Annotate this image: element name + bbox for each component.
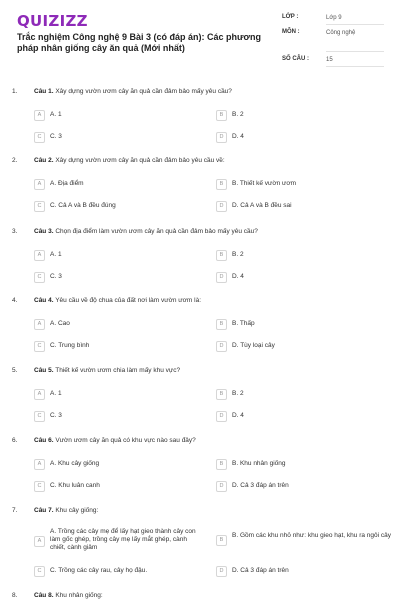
option-text: A. Khu cây giống [50,460,100,467]
question-body: Chọn địa điểm làm vườn ươm cây ăn quả cần đảm bảo mấy yêu cầu? [55,228,258,235]
question-number: 8. [12,592,18,599]
option-letter-box: B [216,110,227,121]
option-text: C. Trung bình [50,342,90,349]
option-letter-box: C [34,566,45,577]
count-label: SỐ CÂU : [282,56,309,62]
question-body: Xây dựng vườn ươm cây ăn quả cần đảm bảo yêu cầu về: [55,157,225,164]
question-text [34,507,364,514]
option-letter-box: B [216,535,227,546]
option-text: B. Khu nhân giống [232,460,286,467]
question-text [34,157,364,164]
option-letter-box: D [216,411,227,422]
option-letter-box: B [216,179,227,190]
option-letter-box: A [34,179,45,190]
option-letter-box: A [34,389,45,400]
option-letter-box: A [34,110,45,121]
question-number: 5. [12,367,18,374]
option-letter-box: C [34,132,45,143]
question-number: 4. [12,297,18,304]
question-body: Thiết kế vườn ươm chia làm mấy khu vực? [55,367,181,374]
option-text: A. 1 [50,251,62,258]
option-letter-box: D [216,566,227,577]
option-text: D. Cả 3 đáp án trên [232,567,289,574]
question-text [34,367,364,374]
option-letter-box: D [216,272,227,283]
question-body: Yêu cầu về độ chua của đất nơi làm vườn ươm là: [55,297,202,304]
grade-value: Lớp 9 [326,15,342,21]
option-text: B. Thiết kế vườn ươm [232,180,297,187]
option-letter-box: C [34,272,45,283]
question-text [34,592,364,599]
option-letter-box: B [216,319,227,330]
option-text: C. 3 [50,412,62,419]
option-text: D. Cả 3 đáp án trên [232,482,289,489]
worksheet-header [0,0,400,72]
option-letter-box: D [216,481,227,492]
option-text: D. 4 [232,133,244,140]
question-label: Câu 5. [34,367,54,374]
option-letter-box: A [34,459,45,470]
option-text: D. 4 [232,273,244,280]
divider [326,51,384,52]
option-text: C. Cả A và B đều đúng [50,202,116,209]
option-text: A. 1 [50,111,62,118]
option-letter-box: D [216,201,227,212]
question-number: 2. [12,157,18,164]
question-body: Vườn ươm cây ăn quả có khu vực nào sau đây? [55,437,196,444]
option-letter-box: C [34,201,45,212]
option-text: C. Khu luân canh [50,482,100,489]
divider [326,66,384,67]
question-label: Câu 1. [34,88,54,95]
count-value: 15 [326,57,333,63]
question-text [34,297,364,304]
option-text: A. 1 [50,390,62,397]
option-letter-box: D [216,132,227,143]
question-number: 1. [12,88,18,95]
question-body: Khu cây giống: [55,507,99,514]
grade-label: LỚP : [282,14,299,20]
divider [326,24,384,25]
subject-value: Công nghệ [326,30,356,36]
option-text: B. 2 [232,390,244,397]
question-label: Câu 3. [34,228,54,235]
option-letter-box: D [216,341,227,352]
option-letter-box: A [34,536,45,547]
option-letter-box: B [216,389,227,400]
option-text: C. Trồng các cây rau, cây họ đậu. [50,567,148,574]
option-text: C. 3 [50,133,62,140]
option-text: B. 2 [232,251,244,258]
question-label: Câu 6. [34,437,54,444]
option-letter-box: A [34,319,45,330]
quizizz-logo[interactable]: QUIZIZZ [17,12,88,30]
option-text: A. Cao [50,320,70,327]
question-label: Câu 8. [34,592,54,599]
option-text: D. 4 [232,412,244,419]
option-text: B. Thấp [232,320,255,327]
option-text: B. 2 [232,111,244,118]
question-text [34,228,364,235]
question-label: Câu 4. [34,297,54,304]
page-title: Trắc nghiệm Công nghệ 9 Bài 3 (có đáp án): Các phương pháp nhân giống cây ăn quả (Mới nhất) [17,32,261,53]
question-body: Xây dựng vườn ươm cây ăn quả cần đảm bảo mấy yêu cầu? [55,88,232,95]
question-body: Khu nhân giống: [55,592,103,599]
option-text: D. Tùy loại cây [232,342,275,349]
option-text: A. Địa điểm [50,180,84,187]
option-letter-box: B [216,459,227,470]
option-letter-box: C [34,341,45,352]
question-text [34,88,364,95]
question-number: 7. [12,507,18,514]
question-text [34,437,364,444]
option-text: C. 3 [50,273,62,280]
question-number: 6. [12,437,18,444]
option-text: A. Trồng các cây mẹ để lấy hạt gieo thành cây con làm gốc ghép, trồng cây mẹ lấy mắt ghép, cành chiết, cành giâm [50,528,196,551]
question-label: Câu 2. [34,157,54,164]
question-number: 3. [12,228,18,235]
subject-label: MÔN : [282,29,300,35]
option-letter-box: C [34,411,45,422]
option-letter-box: B [216,250,227,261]
option-text: B. Gồm các khu nhỏ như: khu gieo hạt, khu ra ngôi cây [232,532,391,539]
option-text: D. Cả A và B đều sai [232,202,292,209]
question-label: Câu 7. [34,507,54,514]
option-letter-box: C [34,481,45,492]
option-letter-box: A [34,250,45,261]
